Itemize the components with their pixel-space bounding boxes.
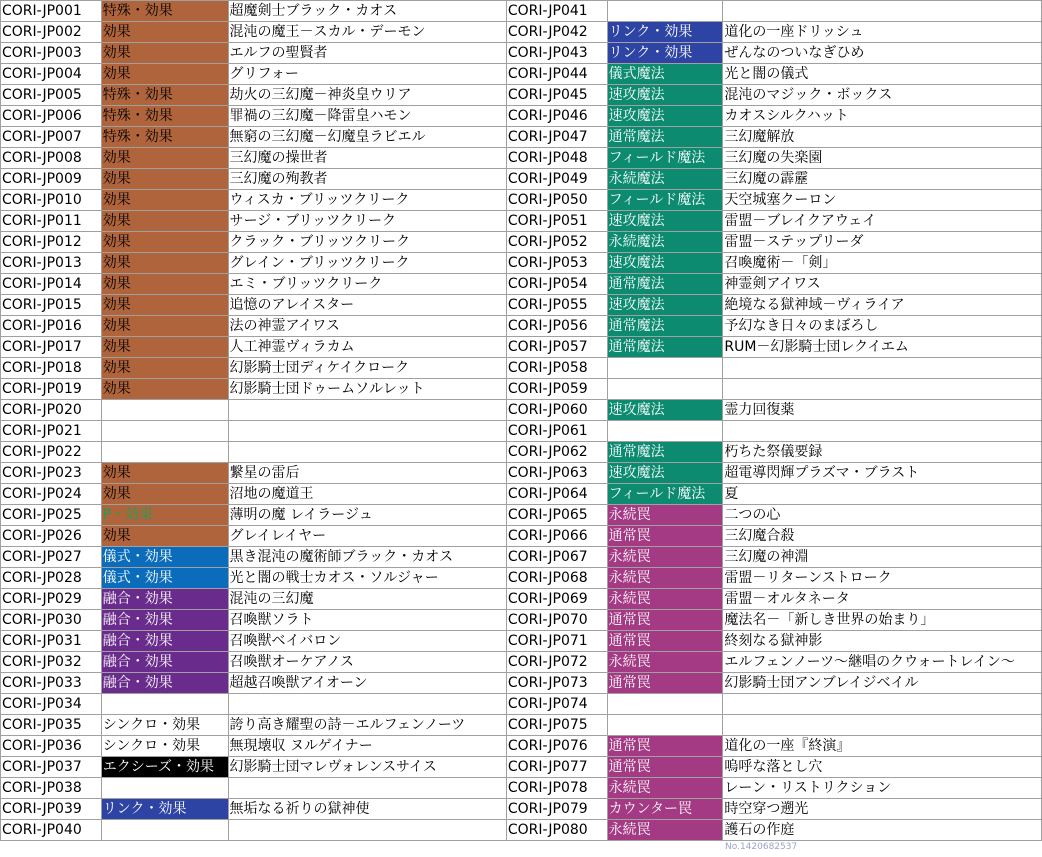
card-name-cell[interactable]: 三幻魔の殉教者 <box>228 169 506 190</box>
card-type-cell[interactable]: 効果 <box>101 526 228 547</box>
card-name-cell[interactable]: 幻影騎士団アンブレイジベイル <box>723 673 1042 694</box>
card-id-cell[interactable]: CORI-JP010 <box>1 190 102 211</box>
card-name-cell[interactable] <box>723 694 1042 715</box>
card-type-cell[interactable]: 通常罠 <box>607 610 723 631</box>
card-id-cell[interactable]: CORI-JP049 <box>506 169 607 190</box>
table-row <box>1 631 1042 652</box>
card-type-cell[interactable]: 特殊・効果 <box>101 1 228 22</box>
card-name-cell[interactable]: 二つの心 <box>723 505 1042 526</box>
card-type-cell[interactable]: 通常罠 <box>607 757 723 778</box>
card-name-cell[interactable]: 光と闇の儀式 <box>723 64 1042 85</box>
card-type-cell[interactable]: 特殊・効果 <box>101 106 228 127</box>
card-type-cell[interactable]: 速攻魔法 <box>607 295 723 316</box>
card-name-cell[interactable] <box>228 820 506 841</box>
card-id-cell[interactable]: CORI-JP009 <box>1 169 102 190</box>
card-id-cell[interactable]: CORI-JP019 <box>1 379 102 400</box>
card-type-cell[interactable]: 速攻魔法 <box>607 400 723 421</box>
card-id-cell[interactable]: CORI-JP054 <box>506 274 607 295</box>
card-type-cell[interactable]: リンク・効果 <box>101 799 228 820</box>
card-id-cell[interactable]: CORI-JP038 <box>1 778 102 799</box>
table-row <box>1 85 1042 106</box>
card-name-cell[interactable] <box>228 421 506 442</box>
card-type-cell[interactable]: 永続魔法 <box>607 232 723 253</box>
card-name-cell[interactable]: 朽ちた祭儀要録 <box>723 442 1042 463</box>
table-row <box>1 799 1042 820</box>
table-row <box>1 694 1042 715</box>
card-name-cell[interactable]: クラック・ブリッツクリーク <box>228 232 506 253</box>
card-id-cell[interactable]: CORI-JP047 <box>506 127 607 148</box>
card-name-cell[interactable]: エミ・ブリッツクリーク <box>228 274 506 295</box>
card-type-cell[interactable] <box>607 715 723 736</box>
card-name-cell[interactable]: 三幻魔の神淵 <box>723 547 1042 568</box>
card-id-cell[interactable]: CORI-JP004 <box>1 64 102 85</box>
table-row <box>1 610 1042 631</box>
card-id-cell[interactable]: CORI-JP072 <box>506 652 607 673</box>
card-type-cell[interactable]: 効果 <box>101 43 228 64</box>
card-type-cell[interactable]: 通常魔法 <box>607 274 723 295</box>
card-type-cell[interactable]: フィールド魔法 <box>607 148 723 169</box>
table-row <box>1 421 1042 442</box>
card-type-cell[interactable]: 効果 <box>101 253 228 274</box>
card-type-cell[interactable]: 効果 <box>101 232 228 253</box>
card-name-cell[interactable]: 予幻なき日々のまぼろし <box>723 316 1042 337</box>
table-row <box>1 64 1042 85</box>
card-name-cell[interactable]: 雷盟－ステップリーダ <box>723 232 1042 253</box>
table-row <box>1 43 1042 64</box>
card-name-cell[interactable]: グレイレイヤー <box>228 526 506 547</box>
card-type-cell[interactable]: 永続罠 <box>607 547 723 568</box>
card-type-cell[interactable]: 効果 <box>101 148 228 169</box>
card-type-cell[interactable]: 効果 <box>101 211 228 232</box>
card-name-cell[interactable]: 雷盟－リターンストローク <box>723 568 1042 589</box>
card-type-cell[interactable]: 儀式・効果 <box>101 547 228 568</box>
card-id-cell[interactable]: CORI-JP016 <box>1 316 102 337</box>
card-id-cell[interactable]: CORI-JP066 <box>506 526 607 547</box>
card-name-cell[interactable]: エルフの聖賢者 <box>228 43 506 64</box>
table-row <box>1 190 1042 211</box>
card-id-cell[interactable]: CORI-JP056 <box>506 316 607 337</box>
table-row <box>1 274 1042 295</box>
card-type-cell[interactable] <box>101 694 228 715</box>
card-type-cell[interactable] <box>101 778 228 799</box>
card-name-cell[interactable]: 幻影騎士団ディケイクローク <box>228 358 506 379</box>
card-name-cell[interactable]: 嗚呼な落とし穴 <box>723 757 1042 778</box>
card-id-cell[interactable]: CORI-JP021 <box>1 421 102 442</box>
card-type-cell[interactable]: 融合・効果 <box>101 631 228 652</box>
card-name-cell[interactable] <box>723 1 1042 22</box>
card-name-cell[interactable]: 誇り高き耀聖の詩－エルフェンノーツ <box>228 715 506 736</box>
card-id-cell[interactable]: CORI-JP048 <box>506 148 607 169</box>
card-id-cell[interactable]: CORI-JP015 <box>1 295 102 316</box>
card-name-cell[interactable]: 夏 <box>723 484 1042 505</box>
card-id-cell[interactable]: CORI-JP025 <box>1 505 102 526</box>
card-id-cell[interactable]: CORI-JP006 <box>1 106 102 127</box>
card-name-cell[interactable]: 護石の作庭 <box>723 820 1042 841</box>
card-id-cell[interactable]: CORI-JP068 <box>506 568 607 589</box>
card-name-cell[interactable]: 時空穿つ遡光 <box>723 799 1042 820</box>
card-type-cell[interactable] <box>101 400 228 421</box>
card-id-cell[interactable]: CORI-JP023 <box>1 463 102 484</box>
card-id-cell[interactable]: CORI-JP022 <box>1 442 102 463</box>
table-row <box>1 652 1042 673</box>
table-row <box>1 820 1042 841</box>
table-row <box>1 505 1042 526</box>
card-id-cell[interactable]: CORI-JP044 <box>506 64 607 85</box>
card-name-cell[interactable] <box>228 400 506 421</box>
card-id-cell[interactable]: CORI-JP011 <box>1 211 102 232</box>
card-id-cell[interactable]: CORI-JP007 <box>1 127 102 148</box>
card-name-cell[interactable]: 道化の一座ドリッシュ <box>723 22 1042 43</box>
card-type-cell[interactable]: 永続罠 <box>607 568 723 589</box>
card-type-cell[interactable]: 効果 <box>101 463 228 484</box>
card-id-cell[interactable]: CORI-JP064 <box>506 484 607 505</box>
table-row <box>1 22 1042 43</box>
card-type-cell[interactable] <box>607 421 723 442</box>
card-type-cell[interactable]: 効果 <box>101 22 228 43</box>
card-type-cell[interactable]: フィールド魔法 <box>607 190 723 211</box>
table-row <box>1 253 1042 274</box>
table-row <box>1 127 1042 148</box>
card-type-cell[interactable] <box>101 442 228 463</box>
card-id-cell[interactable]: CORI-JP041 <box>506 1 607 22</box>
table-row <box>1 169 1042 190</box>
card-type-cell[interactable] <box>101 820 228 841</box>
table-row <box>1 442 1042 463</box>
table-row <box>1 547 1042 568</box>
table-row <box>1 589 1042 610</box>
table-row <box>1 526 1042 547</box>
card-id-cell[interactable]: CORI-JP057 <box>506 337 607 358</box>
card-id-cell[interactable]: CORI-JP065 <box>506 505 607 526</box>
card-id-cell[interactable]: CORI-JP033 <box>1 673 102 694</box>
card-type-cell[interactable]: 通常魔法 <box>607 337 723 358</box>
card-name-cell[interactable]: グリフォー <box>228 64 506 85</box>
card-id-cell[interactable]: CORI-JP037 <box>1 757 102 778</box>
card-type-cell[interactable]: 効果 <box>101 337 228 358</box>
card-type-cell[interactable]: 速攻魔法 <box>607 463 723 484</box>
card-name-cell[interactable]: 雷盟－オルタネータ <box>723 589 1042 610</box>
card-name-cell[interactable]: 終刻なる獄神影 <box>723 631 1042 652</box>
card-name-cell[interactable]: 繋星の雷后 <box>228 463 506 484</box>
card-name-cell[interactable]: 超越召喚獣アイオーン <box>228 673 506 694</box>
card-type-cell[interactable]: 永続魔法 <box>607 169 723 190</box>
card-id-cell[interactable]: CORI-JP063 <box>506 463 607 484</box>
card-id-cell[interactable]: CORI-JP079 <box>506 799 607 820</box>
card-type-cell[interactable]: リンク・効果 <box>607 43 723 64</box>
card-name-cell[interactable]: 召喚獣ベイバロン <box>228 631 506 652</box>
card-type-cell[interactable] <box>607 694 723 715</box>
card-id-cell[interactable]: CORI-JP078 <box>506 778 607 799</box>
card-name-cell[interactable]: 混沌の三幻魔 <box>228 589 506 610</box>
card-type-cell[interactable]: 速攻魔法 <box>607 85 723 106</box>
table-row <box>1 295 1042 316</box>
card-id-cell[interactable]: CORI-JP071 <box>506 631 607 652</box>
card-name-cell[interactable]: 三幻魔合殺 <box>723 526 1042 547</box>
card-type-cell[interactable]: 通常罠 <box>607 673 723 694</box>
table-row <box>1 568 1042 589</box>
card-type-cell[interactable]: 儀式魔法 <box>607 64 723 85</box>
card-name-cell[interactable]: 幻影騎士団ドゥームソルレット <box>228 379 506 400</box>
card-id-cell[interactable]: CORI-JP062 <box>506 442 607 463</box>
card-type-cell[interactable]: 通常罠 <box>607 631 723 652</box>
card-name-cell[interactable]: 法の神霊アイワス <box>228 316 506 337</box>
card-name-cell[interactable]: 霊力回復薬 <box>723 400 1042 421</box>
card-type-cell[interactable]: 効果 <box>101 316 228 337</box>
card-type-cell[interactable]: 効果 <box>101 190 228 211</box>
card-id-cell[interactable]: CORI-JP058 <box>506 358 607 379</box>
card-name-cell[interactable]: グレイン・ブリッツクリーク <box>228 253 506 274</box>
card-name-cell[interactable] <box>723 379 1042 400</box>
card-id-cell[interactable]: CORI-JP017 <box>1 337 102 358</box>
card-id-cell[interactable]: CORI-JP018 <box>1 358 102 379</box>
table-row <box>1 358 1042 379</box>
card-name-cell[interactable]: 幻影騎士団マレヴォレンスサイス <box>228 757 506 778</box>
card-type-cell[interactable]: 効果 <box>101 169 228 190</box>
table-row <box>1 316 1042 337</box>
card-id-cell[interactable]: CORI-JP026 <box>1 526 102 547</box>
card-type-cell[interactable]: リンク・効果 <box>607 22 723 43</box>
card-name-cell[interactable]: 三幻魔の霹靂 <box>723 169 1042 190</box>
card-type-cell[interactable]: シンクロ・効果 <box>101 736 228 757</box>
table-row <box>1 673 1042 694</box>
card-name-cell[interactable]: 混沌の魔王－スカル・デーモン <box>228 22 506 43</box>
card-name-cell[interactable]: カオスシルクハット <box>723 106 1042 127</box>
card-name-cell[interactable]: 人工神霊ヴィラカム <box>228 337 506 358</box>
card-id-cell[interactable]: CORI-JP013 <box>1 253 102 274</box>
card-id-cell[interactable]: CORI-JP003 <box>1 43 102 64</box>
table-row <box>1 757 1042 778</box>
card-id-cell[interactable]: CORI-JP074 <box>506 694 607 715</box>
card-id-cell[interactable]: CORI-JP052 <box>506 232 607 253</box>
card-type-cell[interactable]: 永続罠 <box>607 589 723 610</box>
card-type-cell[interactable]: 融合・効果 <box>101 652 228 673</box>
card-id-cell[interactable]: CORI-JP043 <box>506 43 607 64</box>
table-row <box>1 1 1042 22</box>
card-id-cell[interactable]: CORI-JP020 <box>1 400 102 421</box>
card-type-cell[interactable]: 効果 <box>101 274 228 295</box>
card-id-cell[interactable]: CORI-JP060 <box>506 400 607 421</box>
card-name-cell[interactable]: 三幻魔解放 <box>723 127 1042 148</box>
card-name-cell[interactable] <box>723 358 1042 379</box>
card-id-cell[interactable]: CORI-JP067 <box>506 547 607 568</box>
card-id-cell[interactable]: CORI-JP039 <box>1 799 102 820</box>
table-row <box>1 715 1042 736</box>
card-type-cell[interactable]: 通常罠 <box>607 526 723 547</box>
card-type-cell[interactable]: 速攻魔法 <box>607 106 723 127</box>
card-id-cell[interactable]: CORI-JP075 <box>506 715 607 736</box>
card-id-cell[interactable]: CORI-JP001 <box>1 1 102 22</box>
card-type-cell[interactable]: 融合・効果 <box>101 673 228 694</box>
card-type-cell[interactable] <box>607 1 723 22</box>
card-id-cell[interactable]: CORI-JP036 <box>1 736 102 757</box>
card-id-cell[interactable]: CORI-JP051 <box>506 211 607 232</box>
card-type-cell[interactable] <box>607 358 723 379</box>
table-row <box>1 778 1042 799</box>
card-id-cell[interactable]: CORI-JP076 <box>506 736 607 757</box>
card-name-cell[interactable] <box>228 778 506 799</box>
card-id-cell[interactable]: CORI-JP073 <box>506 673 607 694</box>
card-name-cell[interactable]: 召喚獣オーケアノス <box>228 652 506 673</box>
card-id-cell[interactable]: CORI-JP008 <box>1 148 102 169</box>
card-type-cell[interactable]: 通常魔法 <box>607 127 723 148</box>
card-type-cell[interactable]: 永続罠 <box>607 778 723 799</box>
card-id-cell[interactable]: CORI-JP027 <box>1 547 102 568</box>
card-id-cell[interactable]: CORI-JP035 <box>1 715 102 736</box>
card-type-cell[interactable]: 効果 <box>101 64 228 85</box>
card-name-cell[interactable]: 絶境なる獄神域－ヴィライア <box>723 295 1042 316</box>
card-type-cell[interactable]: 効果 <box>101 295 228 316</box>
card-type-cell[interactable]: フィールド魔法 <box>607 484 723 505</box>
card-id-cell[interactable]: CORI-JP031 <box>1 631 102 652</box>
card-type-cell[interactable]: 融合・効果 <box>101 610 228 631</box>
card-name-cell[interactable]: 三幻魔の操世者 <box>228 148 506 169</box>
watermark: No.1420682537 <box>725 842 798 852</box>
card-type-cell[interactable]: 効果 <box>101 358 228 379</box>
card-id-cell[interactable]: CORI-JP077 <box>506 757 607 778</box>
card-name-cell[interactable]: 追憶のアレイスター <box>228 295 506 316</box>
card-type-cell[interactable]: 永続罠 <box>607 652 723 673</box>
card-id-cell[interactable]: CORI-JP002 <box>1 22 102 43</box>
card-name-cell[interactable] <box>228 442 506 463</box>
card-type-cell[interactable]: 効果 <box>101 379 228 400</box>
card-name-cell[interactable]: 召喚獣ソラト <box>228 610 506 631</box>
card-id-cell[interactable]: CORI-JP055 <box>506 295 607 316</box>
card-type-cell[interactable] <box>101 421 228 442</box>
card-name-cell[interactable]: 薄明の魔 レイラージュ <box>228 505 506 526</box>
card-name-cell[interactable]: 罪禍の三幻魔－降雷皇ハモン <box>228 106 506 127</box>
card-name-cell[interactable]: 無現壊収 ヌルゲイナー <box>228 736 506 757</box>
card-id-cell[interactable]: CORI-JP042 <box>506 22 607 43</box>
card-type-cell[interactable]: シンクロ・効果 <box>101 715 228 736</box>
card-id-cell[interactable]: CORI-JP040 <box>1 820 102 841</box>
card-name-cell[interactable]: 召喚魔術－「剣」 <box>723 253 1042 274</box>
table-row <box>1 484 1042 505</box>
card-name-cell[interactable] <box>228 694 506 715</box>
card-id-cell[interactable]: CORI-JP030 <box>1 610 102 631</box>
card-type-cell[interactable]: 通常魔法 <box>607 442 723 463</box>
card-name-cell[interactable]: 雷盟－ブレイクアウェイ <box>723 211 1042 232</box>
card-name-cell[interactable]: 三幻魔の失楽園 <box>723 148 1042 169</box>
card-type-cell[interactable]: 融合・効果 <box>101 589 228 610</box>
card-type-cell[interactable]: 速攻魔法 <box>607 253 723 274</box>
card-id-cell[interactable]: CORI-JP028 <box>1 568 102 589</box>
card-id-cell[interactable]: CORI-JP045 <box>506 85 607 106</box>
card-id-cell[interactable]: CORI-JP053 <box>506 253 607 274</box>
card-id-cell[interactable]: CORI-JP046 <box>506 106 607 127</box>
card-name-cell[interactable]: 天空城塞クーロン <box>723 190 1042 211</box>
card-type-cell[interactable]: 通常魔法 <box>607 316 723 337</box>
card-id-cell[interactable]: CORI-JP061 <box>506 421 607 442</box>
table-row <box>1 106 1042 127</box>
card-name-cell[interactable]: 劫火の三幻魔－神炎皇ウリア <box>228 85 506 106</box>
card-name-cell[interactable]: 無垢なる祈りの獄神使 <box>228 799 506 820</box>
card-name-cell[interactable]: ウィスカ・ブリッツクリーク <box>228 190 506 211</box>
card-name-cell[interactable]: レーン・リストリクション <box>723 778 1042 799</box>
card-id-cell[interactable]: CORI-JP032 <box>1 652 102 673</box>
card-name-cell[interactable]: RUM－幻影騎士団レクイエム <box>723 337 1042 358</box>
card-name-cell[interactable]: 光と闇の戦士カオス・ソルジャー <box>228 568 506 589</box>
card-id-cell[interactable]: CORI-JP005 <box>1 85 102 106</box>
card-name-cell[interactable]: 混沌のマジック・ボックス <box>723 85 1042 106</box>
card-type-cell[interactable]: 永続罠 <box>607 505 723 526</box>
card-id-cell[interactable]: CORI-JP059 <box>506 379 607 400</box>
table-row <box>1 211 1042 232</box>
card-name-cell[interactable]: 神霊剣アイワス <box>723 274 1042 295</box>
card-name-cell[interactable]: 沼地の魔道王 <box>228 484 506 505</box>
table-row <box>1 148 1042 169</box>
card-type-cell[interactable]: カウンター罠 <box>607 799 723 820</box>
card-type-cell[interactable]: 効果 <box>101 484 228 505</box>
card-name-cell[interactable]: 魔法名－「新しき世界の始まり」 <box>723 610 1042 631</box>
card-id-cell[interactable]: CORI-JP024 <box>1 484 102 505</box>
card-id-cell[interactable]: CORI-JP014 <box>1 274 102 295</box>
card-type-cell[interactable]: 儀式・効果 <box>101 568 228 589</box>
card-name-cell[interactable] <box>723 421 1042 442</box>
card-type-cell[interactable]: 永続罠 <box>607 820 723 841</box>
card-id-cell[interactable]: CORI-JP080 <box>506 820 607 841</box>
card-name-cell[interactable]: 超魔剣士ブラック・カオス <box>228 1 506 22</box>
card-type-cell[interactable]: 速攻魔法 <box>607 211 723 232</box>
card-id-cell[interactable]: CORI-JP029 <box>1 589 102 610</box>
card-name-cell[interactable]: 黒き混沌の魔術師ブラック・カオス <box>228 547 506 568</box>
card-id-cell[interactable]: CORI-JP012 <box>1 232 102 253</box>
card-type-cell[interactable]: 通常罠 <box>607 736 723 757</box>
card-type-cell[interactable]: 特殊・効果 <box>101 85 228 106</box>
card-name-cell[interactable]: エルフェンノーツ～継唱のクウォートレイン～ <box>723 652 1042 673</box>
card-type-cell[interactable] <box>607 379 723 400</box>
table-row <box>1 736 1042 757</box>
card-name-cell[interactable]: 無窮の三幻魔－幻魔皇ラビエル <box>228 127 506 148</box>
card-name-cell[interactable]: ぜんなのついなぎひめ <box>723 43 1042 64</box>
card-id-cell[interactable]: CORI-JP070 <box>506 610 607 631</box>
table-row <box>1 232 1042 253</box>
card-name-cell[interactable]: 道化の一座『終演』 <box>723 736 1042 757</box>
table-row <box>1 337 1042 358</box>
table-row <box>1 400 1042 421</box>
card-type-cell[interactable]: エクシーズ・効果 <box>101 757 228 778</box>
card-id-cell[interactable]: CORI-JP069 <box>506 589 607 610</box>
card-name-cell[interactable]: 超電導閃輝プラズマ・ブラスト <box>723 463 1042 484</box>
card-name-cell[interactable]: サージ・ブリッツクリーク <box>228 211 506 232</box>
card-name-cell[interactable] <box>723 715 1042 736</box>
table-row <box>1 463 1042 484</box>
card-id-cell[interactable]: CORI-JP034 <box>1 694 102 715</box>
card-type-cell[interactable]: 特殊・効果 <box>101 127 228 148</box>
card-id-cell[interactable]: CORI-JP050 <box>506 190 607 211</box>
card-type-cell[interactable]: P・効果 <box>101 505 228 526</box>
table-row <box>1 379 1042 400</box>
